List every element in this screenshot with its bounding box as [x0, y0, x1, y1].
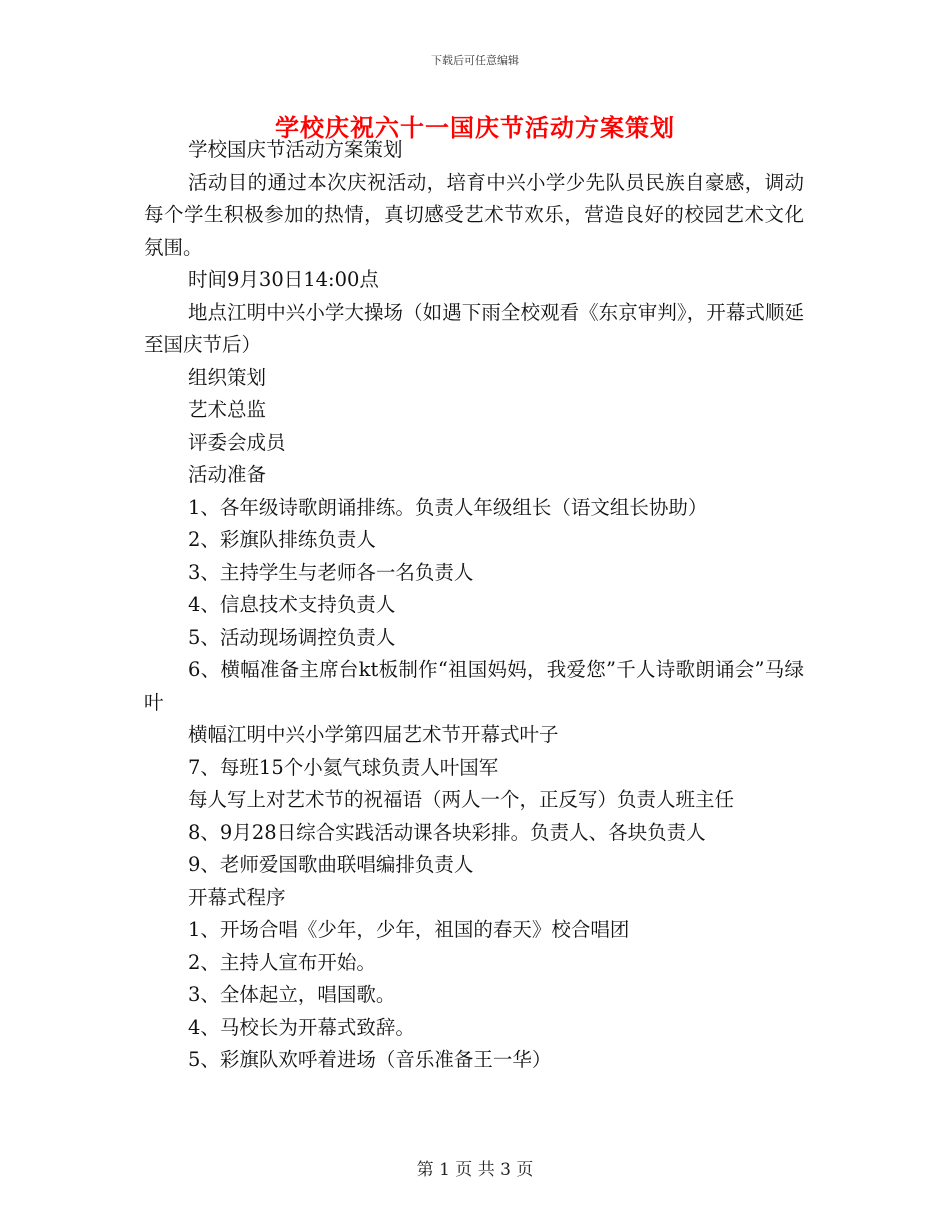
paragraph: 5、活动现场调控负责人: [188, 625, 396, 649]
paragraph: 4、信息技术支持负责人: [188, 593, 396, 616]
paragraph: 开幕式程序: [188, 885, 286, 909]
paragraph: 5、彩旗队欢呼着进场（音乐准备王一华）: [188, 1048, 552, 1071]
paragraph: 学校国庆节活动方案策划: [188, 138, 403, 161]
paragraph: 6、横幅准备主席台kt板制作“祖国妈妈，我爱您”千人诗歌朗诵会”马绿叶: [144, 658, 804, 714]
paragraph: 活动准备: [188, 463, 267, 486]
paragraph: 9、老师爱国歌曲联唱编排负责人: [188, 853, 474, 876]
paragraph: 组织策划: [188, 365, 267, 389]
document-body: [144, 134, 804, 1077]
paragraph: 1、开场合唱《少年，少年，祖国的春天》校合唱团: [188, 918, 630, 941]
paragraph: 4、马校长为开幕式致辞。: [188, 1015, 415, 1039]
paragraph: 7、每班15个小氦气球负责人叶国军: [188, 755, 499, 779]
paragraph: 8、9月28日综合实践活动课各块彩排。负责人、各块负责人: [188, 820, 706, 844]
paragraph: 时间9月30日14:00点: [188, 268, 379, 291]
paragraph: 每人写上对艺术节的祝福语（两人一个，正反写）负责人班主任: [188, 788, 735, 811]
paragraph: 活动目的通过本次庆祝活动，培育中兴小学少先队员民族自豪感，调动每个学生积极参加的热情，真切感受艺术节欢乐，营造良好的校园艺术文化氛围。: [144, 170, 804, 259]
paragraph: 横幅江明中兴小学第四届艺术节开幕式叶子: [188, 723, 559, 746]
paragraph: 地点江明中兴小学大操场（如遇下雨全校观看《东京审判》，开幕式顺延至国庆节后）: [144, 300, 804, 356]
paragraph: 1、各年级诗歌朗诵排练。负责人年级组长（语文组长协助）: [188, 495, 708, 519]
paragraph: 3、全体起立，唱国歌。: [188, 983, 396, 1006]
page-header-note: 下载后可任意编辑: [431, 54, 519, 67]
page-number: 第 1 页 共 3 页: [416, 1160, 534, 1180]
paragraph: 2、彩旗队排练负责人: [188, 528, 376, 551]
paragraph: 2、主持人宣布开始。: [188, 950, 376, 974]
document-title: 学校庆祝六十一国庆节活动方案策划: [275, 113, 675, 142]
paragraph: 评委会成员: [188, 430, 286, 454]
paragraph: 3、主持学生与老师各一名负责人: [188, 560, 474, 584]
paragraph: 艺术总监: [188, 398, 267, 421]
